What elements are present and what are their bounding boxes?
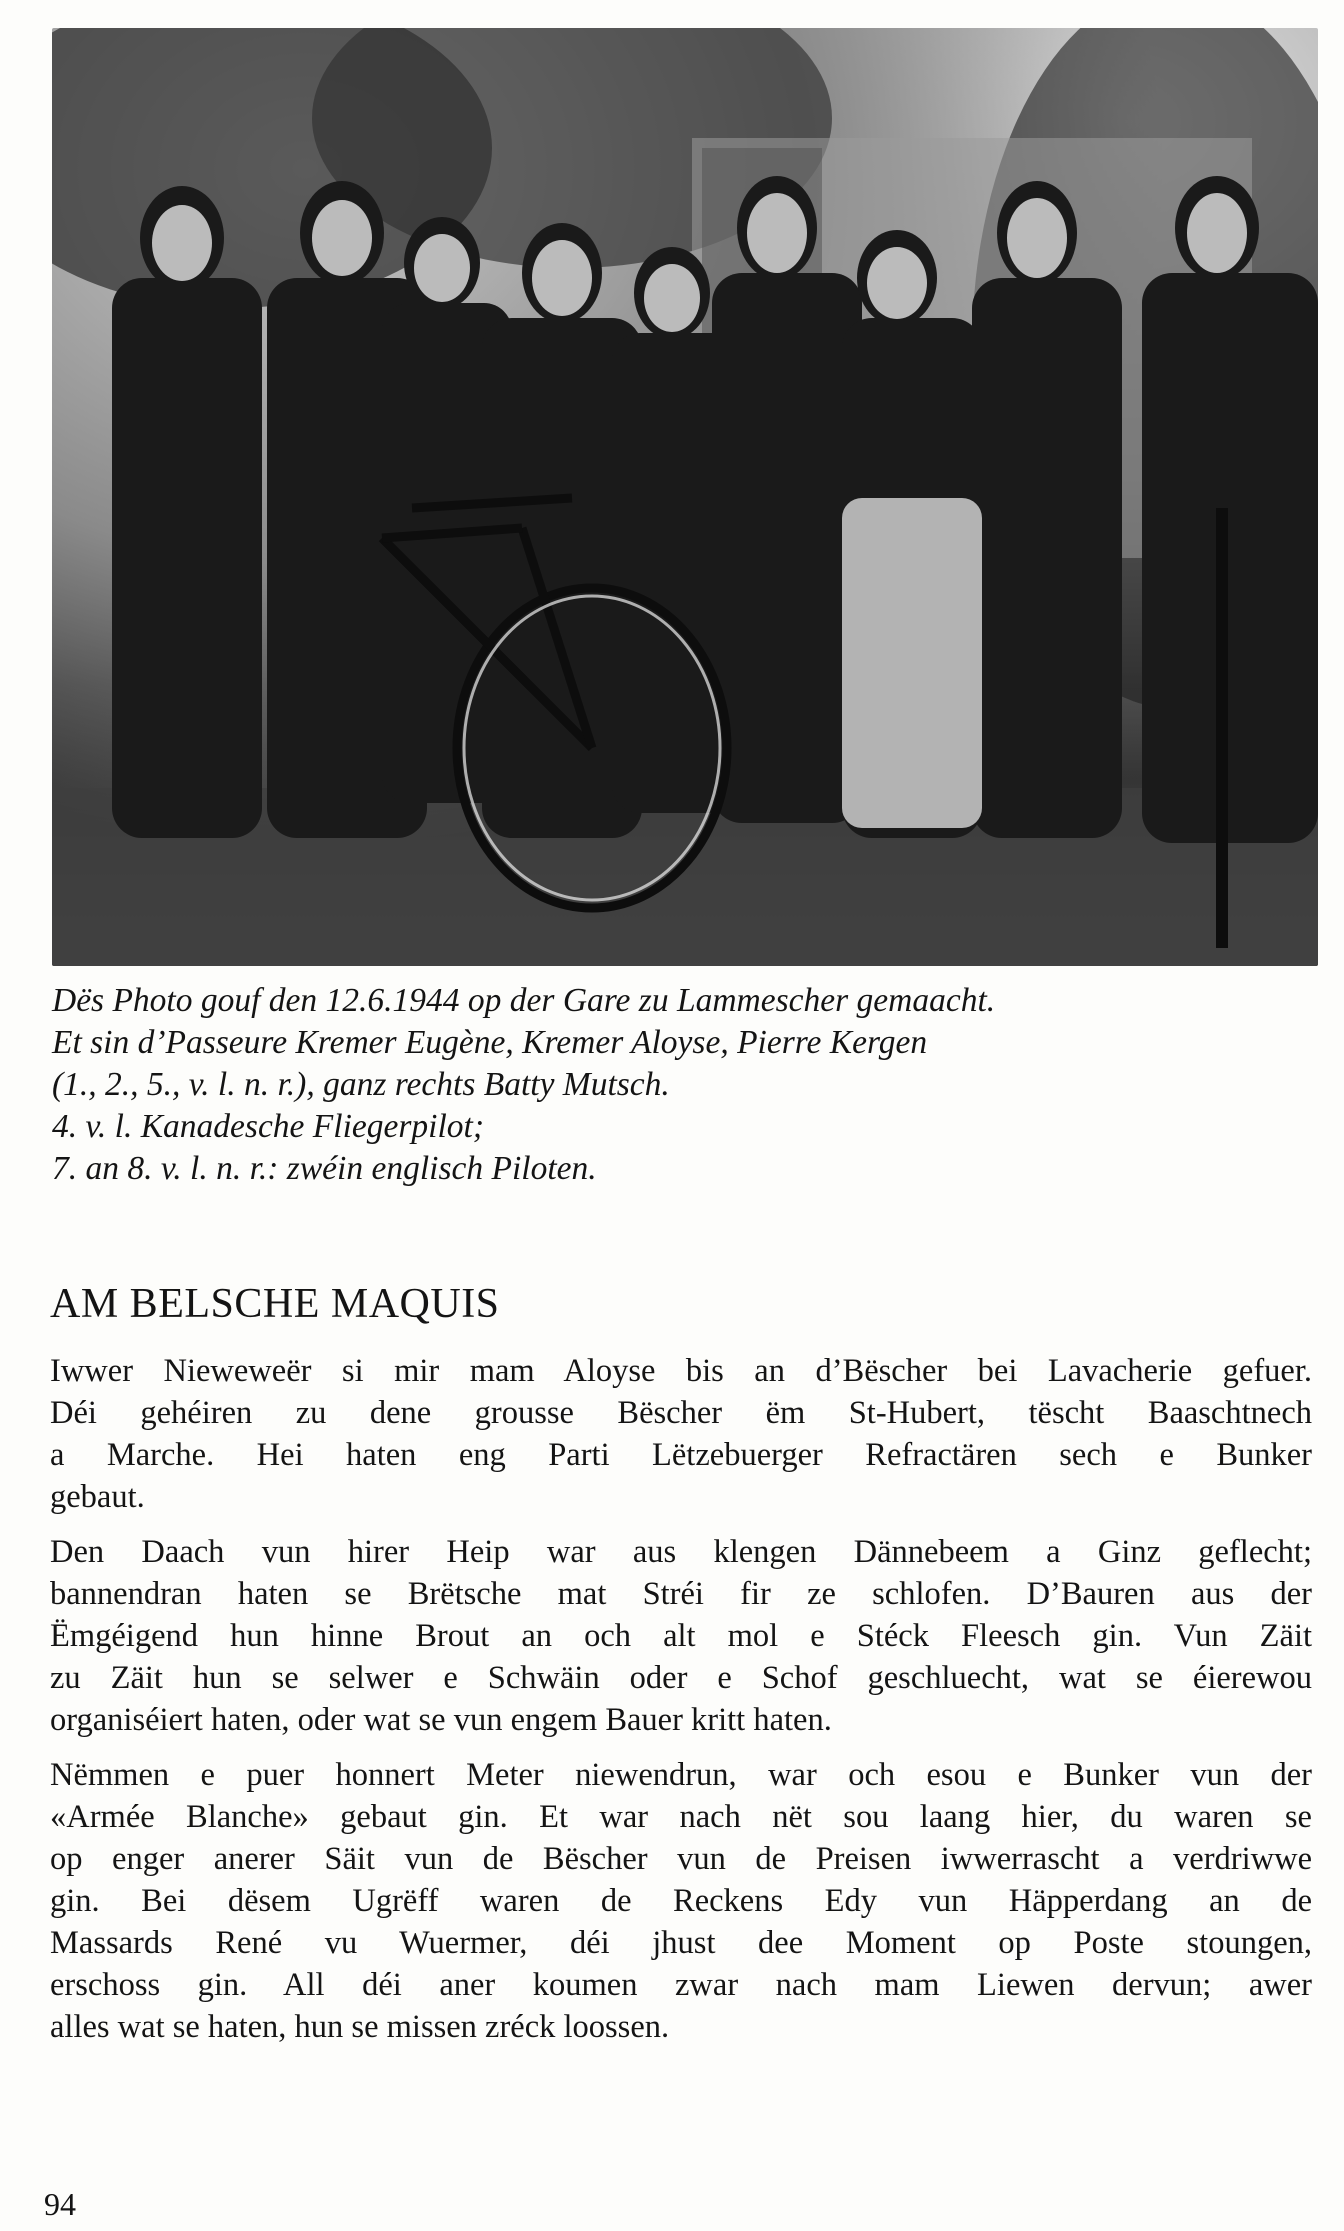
text-line: Iwwer Nieweweër si mir mam Aloyse bis an d’Bëscher bei Lavacherie gefuer. [50,1353,1312,1389]
text-line: Ëmgéigend hun hinne Brout an och alt mol e Stéck Fleesch gin. Vun Zäit [50,1618,1312,1654]
text-line: Den Daach vun hirer Heip war aus klengen Dännebeem a Ginz geflecht; [50,1534,1312,1570]
caption-line: Dës Photo gouf den 12.6.1944 op der Gare zu Lammescher gemaacht. [52,982,996,1019]
text-line: zu Zäit hun se selwer e Schwäin oder e Schof geschluecht, wat se éierewou [50,1660,1312,1696]
photo-caption [52,980,1322,1190]
section-heading: AM BELSCHE MAQUIS [50,1281,500,1327]
text-line: organiséiert haten, oder wat se vun engem Bauer kritt haten. [50,1702,832,1738]
paragraph-2 [50,1531,1312,1741]
text-line: Massards René vu Wuermer, déi jhust dee Moment op Poste stoungen, [50,1925,1312,1961]
text-line: gin. Bei dësem Ugrëff waren de Reckens Edy vun Häpperdang an de [50,1883,1312,1919]
text-line: Nëmmen e puer honnert Meter niewendrun, war och esou e Bunker vun der [50,1757,1312,1793]
caption-line: (1., 2., 5., v. l. n. r.), ganz rechts Batty Mutsch. [52,1066,670,1103]
page-number: 94 [44,2186,76,2222]
text-line: alles wat se haten, hun se missen zréck loossen. [50,2009,670,2045]
text-line: «Armée Blanche» gebaut gin. Et war nach nët sou laang hier, du waren se [50,1799,1312,1835]
caption-line: 4. v. l. Kanadesche Fliegerpilot; [52,1108,484,1145]
text-line: Déi gehéiren zu dene grousse Bëscher ëm St-Hubert, tëscht Baaschtnech [50,1395,1312,1431]
text-line: bannendran haten se Brëtsche mat Stréi fir ze schlofen. D’Bauren aus der [50,1576,1312,1612]
caption-line: Et sin d’Passeure Kremer Eugène, Kremer Aloyse, Pierre Kergen [52,1024,928,1061]
caption-line: 7. an 8. v. l. n. r.: zwéin englisch Piloten. [52,1150,597,1187]
group-photo-image [52,28,1318,966]
text-line: op enger anerer Säit vun de Bëscher vun de Preisen iwwerrascht a verdriwwe [50,1841,1312,1877]
article-body [50,1350,1312,2061]
paragraph-1 [50,1350,1312,1518]
paragraph-3 [50,1754,1312,2048]
text-line: gebaut. [50,1479,145,1515]
group-photo [52,28,1318,966]
text-line: a Marche. Hei haten eng Parti Lëtzebuerger Refractären sech e Bunker [50,1437,1312,1473]
text-line: erschoss gin. All déi aner koumen zwar nach mam Liewen dervun; awer [50,1967,1312,2003]
